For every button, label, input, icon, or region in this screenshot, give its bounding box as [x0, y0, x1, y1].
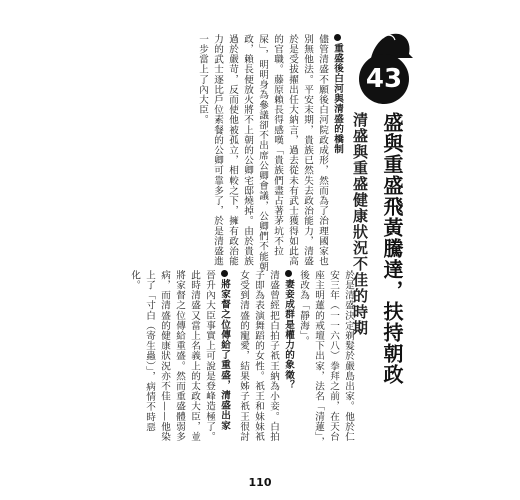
chapter-badge [357, 28, 415, 106]
paragraph: 晉升內大臣事實上可說是登峰造極了。此時清盛又當上名義上的太政大臣，並將家督之位傳給重盛。然而重盛體弱多病，而清盛的健康狀況亦不佳——他染上了「寸白（寄生蟲）」，病情不時惡化。 [129, 270, 215, 442]
page-title: 盛與重盛飛黃騰達，扶持朝政 [380, 112, 404, 385]
body-column-1 [236, 270, 356, 450]
bullet-icon [221, 270, 228, 277]
body-column-2 [120, 34, 345, 274]
bullet-icon [334, 34, 341, 41]
paragraph: 清盛曾經把白拍子祇王納為小妾。白拍子即為表演舞蹈的女性。祇王和妹妹祇女受到清盛的寵愛，結果姊子祇王很討 [238, 270, 279, 442]
page-number: 110 [248, 476, 272, 489]
section-heading: 將家督之位傳給了重盛，清盛出家 [219, 279, 230, 431]
page-subtitle: 清盛與重盛健康狀況不佳的時期 [351, 112, 369, 336]
paragraph: 於是清盛決定剃髮於嚴島出家。他於仁安三年（一一六八）拳拜之前，在天台座主明蓮的戒壇下出家，法名「清蓮」，後改為「靜海」。 [298, 270, 354, 447]
section-heading: 妻妾成群是權力的象徵？ [283, 279, 294, 391]
chapter-number: 43 [359, 54, 409, 104]
body-column-3 [120, 270, 232, 450]
section-heading: 重盛後白河與清盛的橋制 [332, 43, 343, 155]
paragraph: 儘管清盛不願後白河院政成形，然而為了治理國家也別無他法。平安末期，貴族已然失去政治能力，清盛於是受拔擢出任大納言，過去從未有武士獲得如此高的官職。藤原賴長得感嘆「貴族們盡占著茅坑不拉屎」，明明身為參議卻不出席公卿會議，公卿們不能朝政，賴長便放火將不上朝的公卿宅邸燒掉。由於貴族過於嚴苛，反而使他被孤立，相較之下，擁有政治能力的武士逐比戶位素餐的公卿可靠多了，於是清盛進一步當上了內大臣。 [197, 34, 328, 272]
